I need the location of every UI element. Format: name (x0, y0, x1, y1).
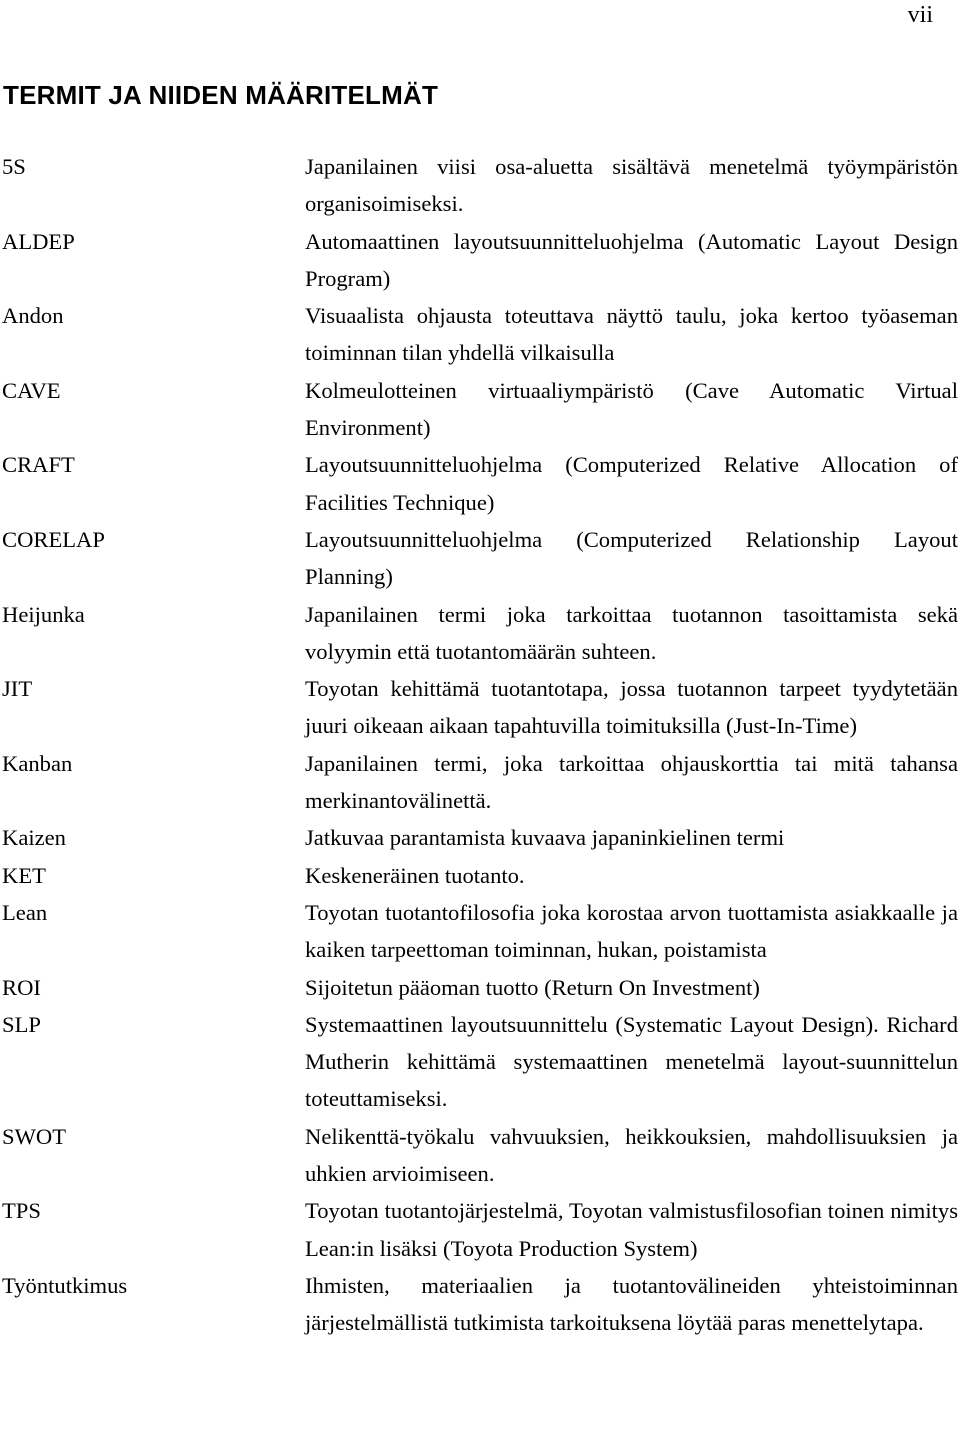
glossary-term: 5S (2, 154, 26, 179)
glossary-term: ROI (2, 974, 41, 1000)
glossary-term: Andon (2, 303, 64, 329)
glossary-entry-jit (0, 670, 960, 745)
glossary-entry-corelap (0, 521, 960, 596)
glossary-term: ALDEP (2, 228, 75, 254)
glossary-entry-tps (0, 1192, 960, 1267)
glossary-entry-roi (0, 969, 960, 1006)
glossary-definition: Ihmisten, materiaalien ja tuotantovälineiden yhteistoiminnan järjestelmällistä tutkimista tarkoituksena löytää paras menettelytapa. (305, 1272, 958, 1336)
glossary-term: Kaizen (2, 825, 66, 851)
glossary-definition: Japanilainen termi, joka tarkoittaa ohjauskorttia tai mitä tahansa merkinantovälinettä. (305, 750, 958, 814)
page-title: TERMIT JA NIIDEN MÄÄRITELMÄT (3, 80, 439, 110)
glossary-entry-tyontutkimus (0, 1267, 960, 1342)
glossary-definition: Systemaattinen layoutsuunnittelu (Systematic Layout Design). Richard Mutherin kehittämä systemaattinen menetelmä layout-suunnittelun toteuttamiseksi. (305, 1011, 958, 1112)
glossary-definition: Kolmeulotteinen virtuaaliympäristö (Cave Automatic Virtual Environment) (305, 377, 958, 441)
glossary-term: SLP (2, 1011, 41, 1037)
glossary-term: CRAFT (2, 452, 75, 478)
glossary-definition: Japanilainen termi joka tarkoittaa tuotannon tasoittamista sekä volyymin että tuotantomäärän suhteen. (305, 601, 958, 664)
glossary-entry-andon (0, 297, 960, 372)
glossary-term: Kanban (2, 750, 73, 776)
glossary-entry-slp (0, 1006, 960, 1118)
glossary-entry-lean (0, 894, 960, 969)
glossary-entry-kaizen (0, 819, 960, 856)
glossary-term: SWOT (2, 1123, 67, 1149)
glossary-term: TPS (2, 1198, 41, 1224)
glossary-entry-kanban (0, 745, 960, 820)
glossary-definition: Japanilainen viisi osa-aluetta sisältävä menetelmä työympäristön organisoimiseksi. (305, 154, 958, 217)
glossary-definition: Nelikenttä-työkalu vahvuuksien, heikkouksien, mahdollisuuksien ja uhkien arvioimiseen. (305, 1123, 958, 1187)
glossary-entry-craft (0, 446, 960, 521)
glossary-definition: Layoutsuunnitteluohjelma (Computerized Relationship Layout Planning) (305, 526, 958, 590)
glossary-definition: Layoutsuunnitteluohjelma (Computerized Relative Allocation of Facilities Technique) (305, 452, 958, 515)
glossary-definition: Automaattinen layoutsuunnitteluohjelma (Automatic Layout Design Program) (305, 228, 958, 291)
glossary-definition: Visuaalista ohjausta toteuttava näyttö taulu, joka kertoo työaseman toiminnan tilan yhdellä vilkaisulla (305, 303, 958, 366)
glossary-entry-swot (0, 1118, 960, 1193)
page-number: vii (907, 2, 933, 28)
glossary-entry-5s (0, 148, 960, 223)
glossary-term: Heijunka (2, 601, 85, 627)
glossary-term: CAVE (2, 377, 61, 403)
glossary-term: CORELAP (2, 526, 105, 552)
glossary-entry-heijunka (0, 596, 960, 671)
glossary-entry-aldep (0, 223, 960, 298)
glossary-list (0, 148, 960, 1342)
glossary-definition: Sijoitetun pääoman tuotto (Return On Investment) (305, 974, 760, 1000)
glossary-definition: Toyotan kehittämä tuotantotapa, jossa tuotannon tarpeet tyydytetään juuri oikeaan aikaan tapahtuvilla toimituksilla (Just-In-Time) (305, 676, 958, 739)
glossary-definition: Toyotan tuotantojärjestelmä, Toyotan valmistusfilosofian toinen nimitys Lean:in lisäksi (Toyota Production System) (305, 1198, 958, 1261)
glossary-term: Työntutkimus (2, 1272, 128, 1298)
glossary-term: JIT (2, 676, 33, 702)
glossary-definition: Keskeneräinen tuotanto. (305, 862, 525, 888)
glossary-definition: Jatkuvaa parantamista kuvaava japaninkielinen termi (305, 825, 785, 851)
glossary-entry-cave (0, 372, 960, 447)
glossary-term: KET (2, 862, 46, 888)
glossary-entry-ket (0, 857, 960, 894)
glossary-definition: Toyotan tuotantofilosofia joka korostaa arvon tuottamista asiakkaalle ja kaiken tarpeettoman toiminnan, hukan, poistamista (305, 899, 958, 963)
glossary-term: Lean (2, 899, 48, 925)
